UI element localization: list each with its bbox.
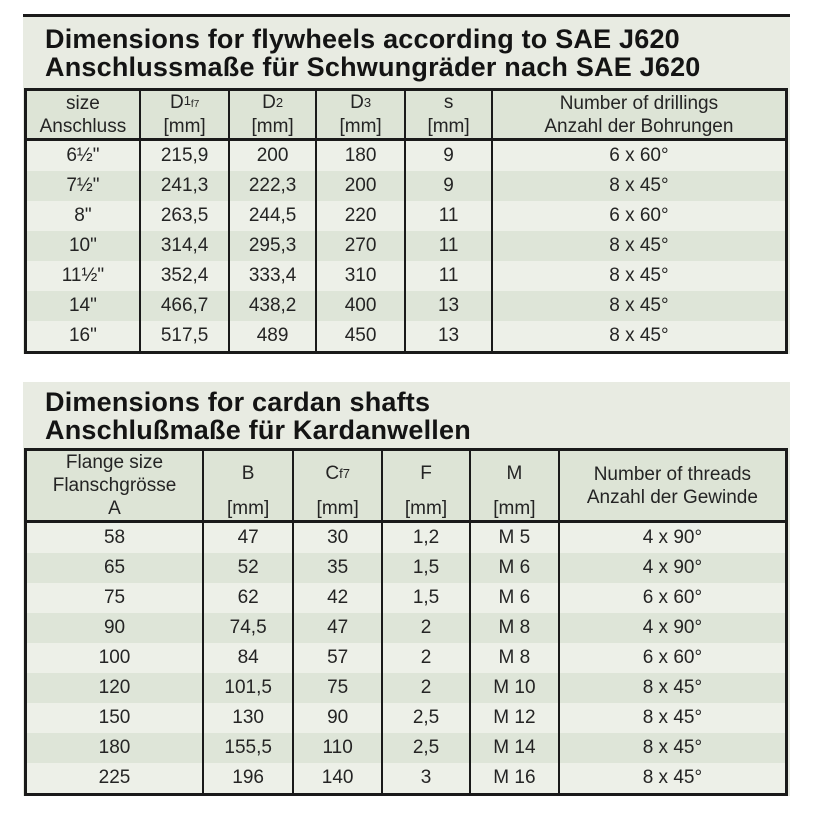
- table-cell: 4 x 90°: [559, 553, 787, 583]
- table-cell: 110: [293, 733, 382, 763]
- cardan-section: [23, 382, 790, 796]
- table-cell: 30: [293, 522, 382, 554]
- column-header: s [mm]: [405, 90, 491, 140]
- table-cell: 2,5: [382, 703, 470, 733]
- table-cell: 489: [229, 321, 315, 353]
- table-cell: 62: [203, 583, 293, 613]
- table-cell: 101,5: [203, 673, 293, 703]
- cardan-title-line-2: Anschlußmaße für Kardanwellen: [45, 415, 471, 445]
- table-cell: 6 x 60°: [492, 140, 787, 172]
- table-cell: 16": [26, 321, 140, 353]
- table-cell: 65: [26, 553, 204, 583]
- table-cell: 1,5: [382, 553, 470, 583]
- flywheel-title-line-2: Anschlussmaße für Schwungräder nach SAE J620: [45, 52, 701, 82]
- table-cell: 295,3: [229, 231, 315, 261]
- flywheel-section-title: [45, 25, 790, 81]
- table-cell: 270: [316, 231, 406, 261]
- table-cell: 6½": [26, 140, 140, 172]
- table-cell: 8 x 45°: [559, 673, 787, 703]
- table-row: [26, 321, 787, 353]
- table-cell: 450: [316, 321, 406, 353]
- table-cell: 2,5: [382, 733, 470, 763]
- table-cell: 11: [405, 231, 491, 261]
- table-cell: 333,4: [229, 261, 315, 291]
- flywheel-dimensions-table: [24, 88, 788, 354]
- table-cell: 130: [203, 703, 293, 733]
- cardan-dimensions-table: [24, 448, 788, 796]
- table-cell: 47: [293, 613, 382, 643]
- table-cell: 244,5: [229, 201, 315, 231]
- table-cell: 220: [316, 201, 406, 231]
- table-row: [26, 231, 787, 261]
- table-cell: 200: [229, 140, 315, 172]
- column-header: C f7 [mm]: [293, 450, 382, 522]
- table-cell: 225: [26, 763, 204, 795]
- table-cell: 466,7: [140, 291, 230, 321]
- column-header: F [mm]: [382, 450, 470, 522]
- column-header: size Anschluss: [26, 90, 140, 140]
- table-cell: 400: [316, 291, 406, 321]
- table-cell: 263,5: [140, 201, 230, 231]
- table-cell: 10": [26, 231, 140, 261]
- table-cell: 100: [26, 643, 204, 673]
- table-cell: 8 x 45°: [559, 763, 787, 795]
- flywheel-section: [23, 14, 790, 354]
- table-cell: 8 x 45°: [492, 261, 787, 291]
- table-cell: 52: [203, 553, 293, 583]
- table-cell: 200: [316, 171, 406, 201]
- table-cell: 438,2: [229, 291, 315, 321]
- table-cell: M 8: [470, 613, 559, 643]
- table-cell: 58: [26, 522, 204, 554]
- table-row: [26, 673, 787, 703]
- table-cell: M 8: [470, 643, 559, 673]
- table-cell: 222,3: [229, 171, 315, 201]
- table-row: [26, 291, 787, 321]
- table-row: [26, 733, 787, 763]
- table-cell: 4 x 90°: [559, 522, 787, 554]
- table-row: [26, 613, 787, 643]
- table-cell: 8 x 45°: [559, 733, 787, 763]
- table-cell: 13: [405, 291, 491, 321]
- table-cell: 14": [26, 291, 140, 321]
- table-cell: 90: [293, 703, 382, 733]
- table-cell: 47: [203, 522, 293, 554]
- table-cell: 196: [203, 763, 293, 795]
- table-cell: M 6: [470, 553, 559, 583]
- table-cell: 2: [382, 643, 470, 673]
- table-cell: 42: [293, 583, 382, 613]
- table-cell: 8 x 45°: [559, 703, 787, 733]
- table-row: [26, 140, 787, 172]
- column-header: D 3 [mm]: [316, 90, 406, 140]
- table-cell: 180: [316, 140, 406, 172]
- table-cell: 314,4: [140, 231, 230, 261]
- table-cell: 310: [316, 261, 406, 291]
- table-cell: 11: [405, 201, 491, 231]
- table-cell: 8 x 45°: [492, 171, 787, 201]
- table-cell: 8 x 45°: [492, 291, 787, 321]
- header-row: [26, 450, 787, 522]
- column-header: Flange size Flanschgrösse A: [26, 450, 204, 522]
- table-cell: 11½": [26, 261, 140, 291]
- table-cell: 2: [382, 613, 470, 643]
- table-cell: 6 x 60°: [559, 643, 787, 673]
- table-cell: 11: [405, 261, 491, 291]
- table-cell: M 6: [470, 583, 559, 613]
- table-cell: 120: [26, 673, 204, 703]
- column-header: D 1f7 [mm]: [140, 90, 230, 140]
- header-row: [26, 90, 787, 140]
- column-header: Number of threads Anzahl der Gewinde: [559, 450, 787, 522]
- table-cell: M 12: [470, 703, 559, 733]
- table-row: [26, 763, 787, 795]
- table-cell: 180: [26, 733, 204, 763]
- table-cell: M 14: [470, 733, 559, 763]
- table-row: [26, 553, 787, 583]
- table-cell: 35: [293, 553, 382, 583]
- table-cell: 8 x 45°: [492, 321, 787, 353]
- table-cell: M 5: [470, 522, 559, 554]
- column-header: D 2 [mm]: [229, 90, 315, 140]
- table-cell: 9: [405, 171, 491, 201]
- table-cell: 140: [293, 763, 382, 795]
- table-cell: 74,5: [203, 613, 293, 643]
- table-cell: 1,2: [382, 522, 470, 554]
- table-cell: 75: [26, 583, 204, 613]
- table-cell: 2: [382, 673, 470, 703]
- table-row: [26, 643, 787, 673]
- cardan-title-line-1: Dimensions for cardan shafts: [45, 387, 431, 417]
- table-cell: 150: [26, 703, 204, 733]
- table-row: [26, 522, 787, 554]
- table-cell: 155,5: [203, 733, 293, 763]
- table-cell: 75: [293, 673, 382, 703]
- table-row: [26, 201, 787, 231]
- table-cell: 3: [382, 763, 470, 795]
- table-cell: 8": [26, 201, 140, 231]
- table-row: [26, 583, 787, 613]
- table-cell: M 16: [470, 763, 559, 795]
- table-cell: 6 x 60°: [492, 201, 787, 231]
- column-header: B [mm]: [203, 450, 293, 522]
- table-cell: 90: [26, 613, 204, 643]
- column-header: Number of drillings Anzahl der Bohrungen: [492, 90, 787, 140]
- table-cell: 84: [203, 643, 293, 673]
- table-cell: 6 x 60°: [559, 583, 787, 613]
- table-cell: 9: [405, 140, 491, 172]
- table-cell: 517,5: [140, 321, 230, 353]
- table-cell: 13: [405, 321, 491, 353]
- flywheel-title-line-1: Dimensions for flywheels according to SAE J620: [45, 24, 680, 54]
- table-row: [26, 261, 787, 291]
- table-cell: 215,9: [140, 140, 230, 172]
- table-row: [26, 171, 787, 201]
- table-cell: M 10: [470, 673, 559, 703]
- table-cell: 7½": [26, 171, 140, 201]
- table-cell: 4 x 90°: [559, 613, 787, 643]
- column-header: M [mm]: [470, 450, 559, 522]
- cardan-section-title: [45, 388, 790, 444]
- table-cell: 8 x 45°: [492, 231, 787, 261]
- table-cell: 241,3: [140, 171, 230, 201]
- table-cell: 57: [293, 643, 382, 673]
- table-row: [26, 703, 787, 733]
- table-cell: 352,4: [140, 261, 230, 291]
- table-cell: 1,5: [382, 583, 470, 613]
